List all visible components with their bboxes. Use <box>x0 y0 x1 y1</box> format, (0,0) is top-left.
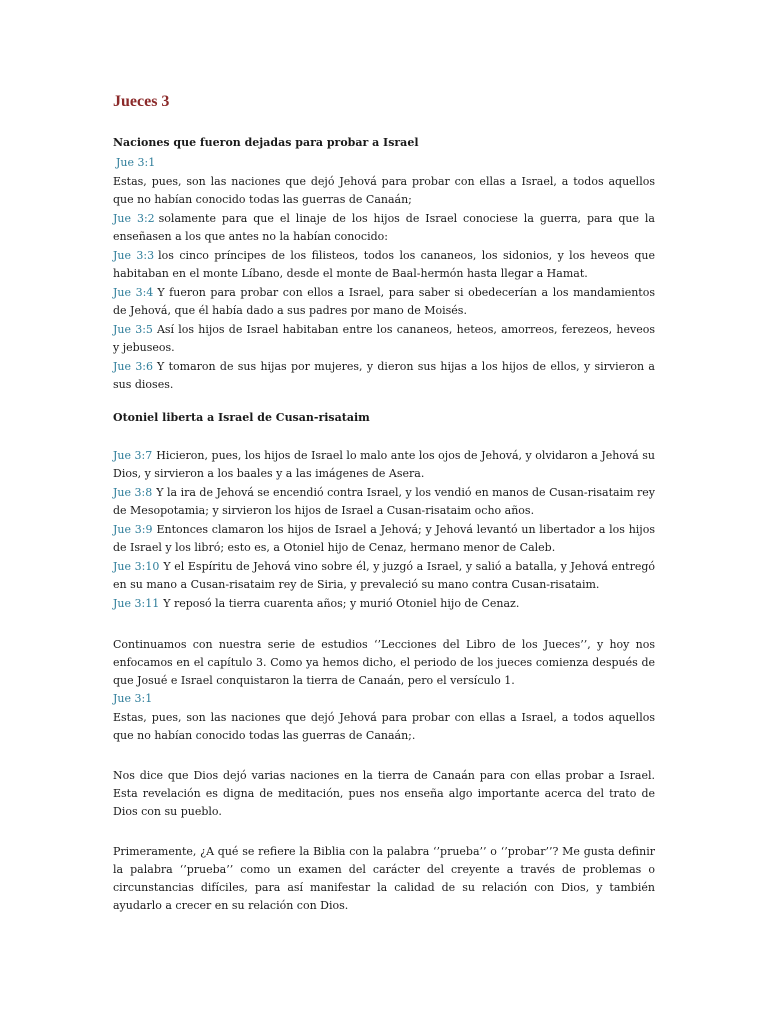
verse-reference[interactable]: Jue 3:5 <box>113 323 153 336</box>
verse-reference[interactable]: Jue 3:3 <box>113 249 155 262</box>
page-title: Jueces 3 <box>113 93 170 110</box>
verse-list <box>113 447 655 613</box>
section-heading-otoniel: Otoniel liberta a Israel de Cusan-risataim <box>113 411 370 424</box>
document-page <box>113 92 655 915</box>
verse-text: Y reposó la tierra cuarenta años; y murió Otoniel hijo de Cenaz. <box>163 597 520 610</box>
commentary-intro: Continuamos con nuestra serie de estudios ‘’Lecciones del Libro de los Jueces’’, y hoy nos enfocamos en el capítulo 3. Como ya hemos dicho, el periodo de los jueces comienza después de que Josué e Israel conquistaron la tierra de Canaán, pero el versículo 1. <box>113 638 655 687</box>
verse <box>113 595 655 613</box>
verse-text: Y la ira de Jehová se encendió contra Israel, y los vendió en manos de Cusan-risataim rey de Mesopotamia; y sirvieron los hijos de Israel a Cusan-risataim ocho años. <box>113 486 655 517</box>
section-heading-naciones: Naciones que fueron dejadas para probar a Israel <box>113 136 419 149</box>
verse-text: Y tomaron de sus hijas por mujeres, y dieron sus hijas a los hijos de ellos, y sirvieron a sus dioses. <box>113 360 655 391</box>
commentary-paragraph: Nos dice que Dios dejó varias naciones en la tierra de Canaán para con ellas probar a Israel. Esta revelación es digna de meditación, pues nos enseña algo importante acerca del trato de Dios con su pueblo. <box>113 769 655 818</box>
verse <box>113 484 655 520</box>
verse-text: Hicieron, pues, los hijos de Israel lo malo ante los ojos de Jehová, y olvidaron a Jehová su Dios, y sirvieron a los baales y a las imágenes de Asera. <box>113 449 655 480</box>
verse-reference[interactable]: Jue 3:7 <box>113 449 153 462</box>
verse-text: Estas, pues, son las naciones que dejó Jehová para probar con ellas a Israel, a todos aquellos que no habían conocido todas las guerras de Canaán; <box>113 175 655 206</box>
verse <box>113 521 655 557</box>
commentary-quote: Estas, pues, son las naciones que dejó Jehová para probar con ellas a Israel, a todos aquellos que no habían conocido todas las guerras de Canaán;. <box>113 711 655 742</box>
verse <box>113 447 655 483</box>
verse <box>113 358 655 394</box>
verse-reference[interactable]: Jue 3:8 <box>113 486 153 499</box>
verse-text: Así los hijos de Israel habitaban entre los cananeos, heteos, amorreos, ferezeos, heveos y jebuseos. <box>113 323 655 354</box>
commentary-paragraph: Primeramente, ¿A qué se refiere la Biblia con la palabra ‘’prueba’’ o ‘’probar’’? Me gusta definir la palabra ‘’prueba’’ como un examen del carácter del creyente a través de problemas o circunstancias difíciles, para así manifestar la calidad de su relación con Dios, y también ayudarlo a crecer en su relación con Dios. <box>113 845 655 912</box>
verse <box>113 210 655 246</box>
verse-reference[interactable]: Jue 3:11 <box>113 597 160 610</box>
verse-reference[interactable]: Jue 3:1 <box>116 156 156 169</box>
verse-text: Y fueron para probar con ellos a Israel, para saber si obedecerían a los mandamientos de Jehová, que él había dado a sus padres por mano de Moisés. <box>113 286 655 317</box>
verse <box>113 558 655 594</box>
verse-reference[interactable]: Jue 3:4 <box>113 286 154 299</box>
verse <box>113 284 655 320</box>
verse-reference[interactable]: Jue 3:2 <box>113 212 155 225</box>
verse-text: Entonces clamaron los hijos de Israel a Jehová; y Jehová levantó un libertador a los hijos de Israel y los libró; esto es, a Otoniel hijo de Cenaz, hermano menor de Caleb. <box>113 523 655 554</box>
verse-reference[interactable]: Jue 3:10 <box>113 560 160 573</box>
verse-text: Y el Espíritu de Jehová vino sobre él, y juzgó a Israel, y salió a batalla, y Jehová entregó en su mano a Cusan-risataim rey de Siria, y prevaleció su mano contra Cusan-risataim. <box>113 560 656 591</box>
verse-list <box>113 210 655 394</box>
verse <box>113 247 655 283</box>
verse-reference[interactable]: Jue 3:6 <box>113 360 154 373</box>
verse-text: los cinco príncipes de los filisteos, todos los cananeos, los sidonios, y los heveos que habitaban en el monte Líbano, desde el monte de Baal-hermón hasta llegar a Hamat. <box>113 249 655 280</box>
verse <box>113 321 655 357</box>
verse-reference[interactable]: Jue 3:1 <box>113 692 153 705</box>
verse-reference[interactable]: Jue 3:9 <box>113 523 153 536</box>
verse-text: solamente para que el linaje de los hijos de Israel conociese la guerra, para que la enseñasen a los que antes no la habían conocido: <box>113 212 655 243</box>
